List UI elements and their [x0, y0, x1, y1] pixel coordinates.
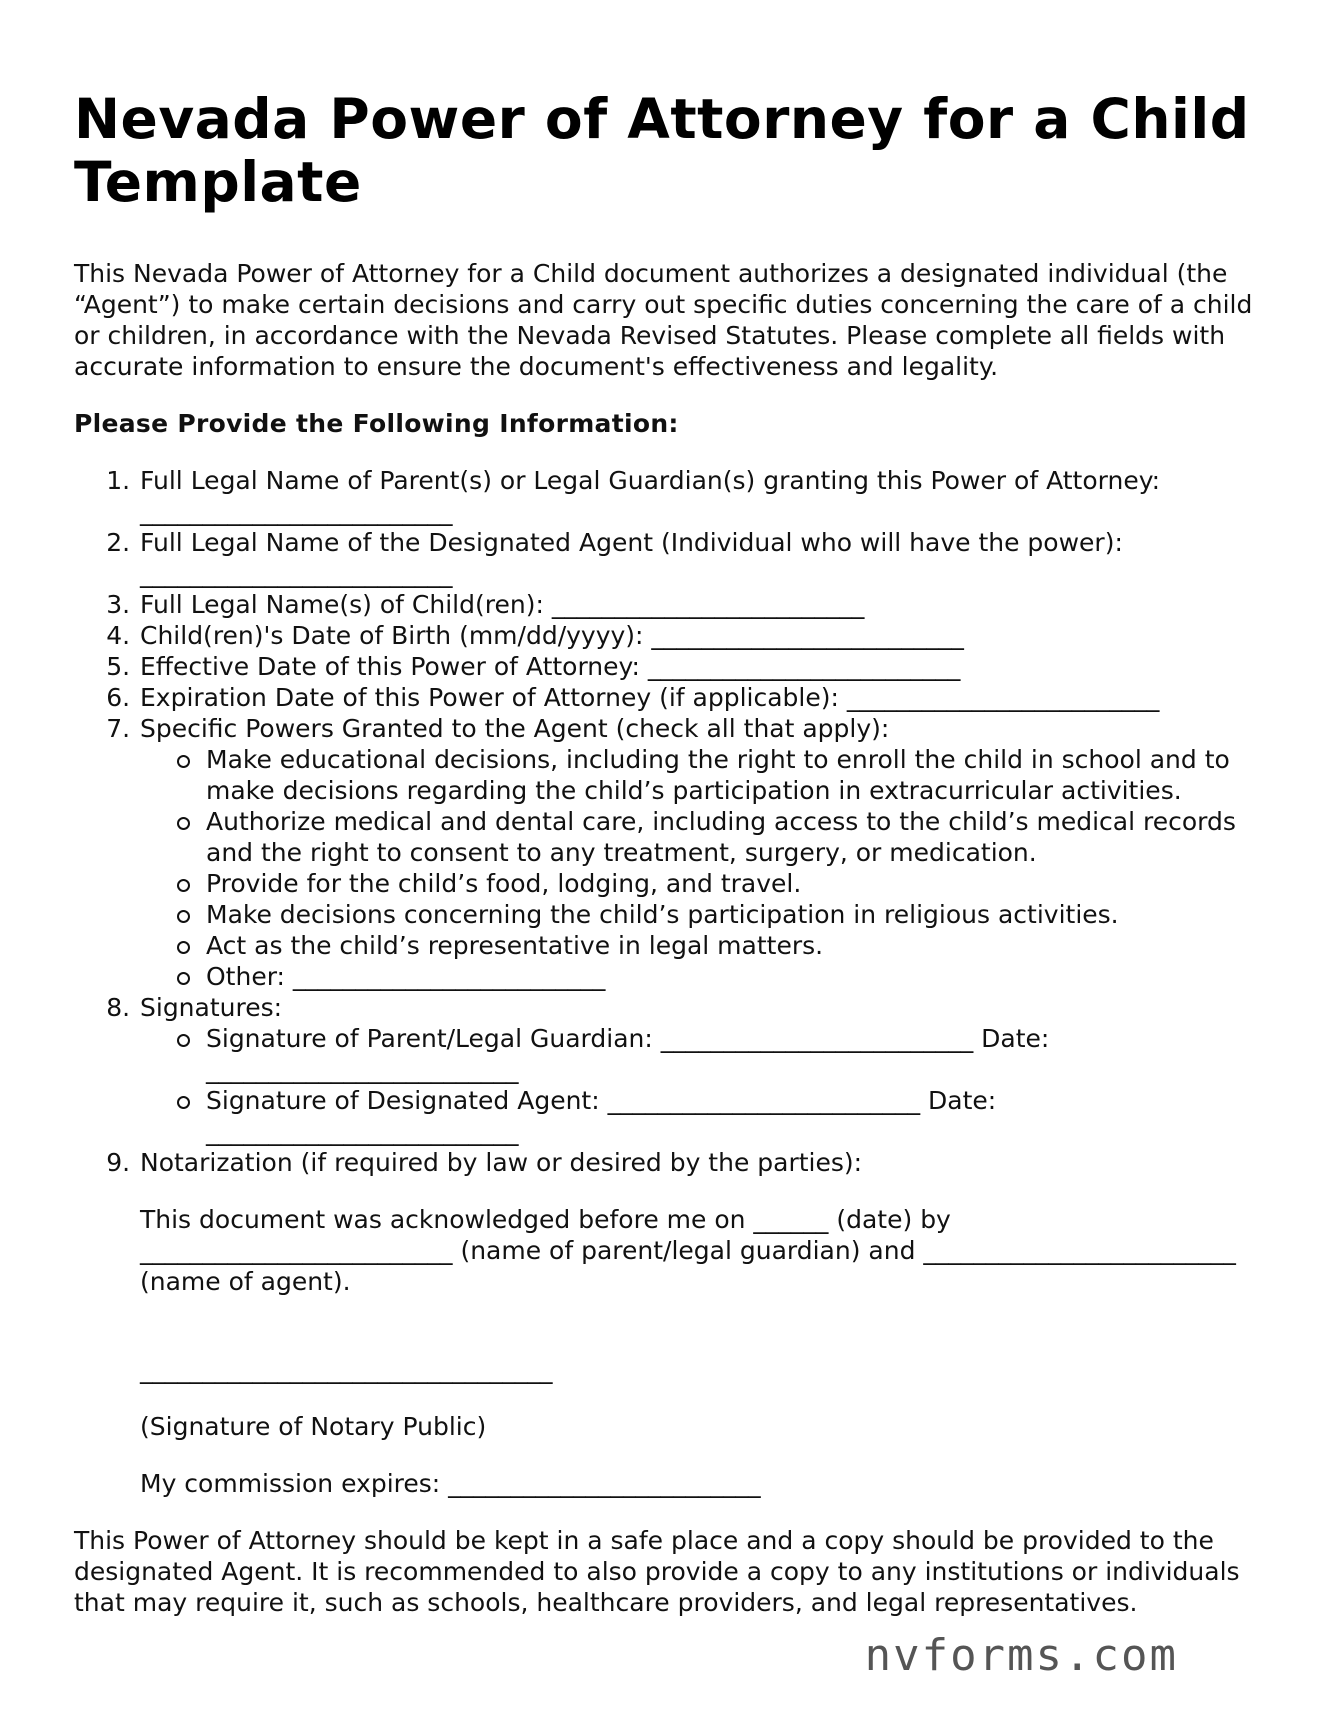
watermark: nvforms.com — [864, 1630, 1178, 1681]
power-religious: Make decisions concerning the child’s participation in religious activities. — [206, 899, 1264, 930]
list-item-specific-powers — [138, 713, 1264, 992]
closing-paragraph: This Power of Attorney should be kept in a safe place and a copy should be provided to the designated Agent. It is recommended to also provide a copy to any institutions or individuals that may require it, such as schools, healthcare providers, and legal representatives. — [74, 1526, 1240, 1617]
powers-list — [140, 744, 1264, 992]
signatures-list — [140, 1023, 1264, 1147]
power-food-lodging: Provide for the child’s food, lodging, and travel. — [206, 868, 1264, 899]
signatures-label: Signatures: — [140, 993, 283, 1022]
list-item-effective-date — [138, 651, 1264, 682]
agent-name-field: Full Legal Name of the Designated Agent (Individual who will have the power): _________________________ — [140, 528, 1123, 588]
document-title: Nevada Power of Attorney for a Child Template — [74, 87, 1250, 214]
notarization-label: Notarization (if required by law or desired by the parties): — [140, 1148, 863, 1177]
notary-signature-caption: (Signature of Notary Public) — [140, 1412, 487, 1441]
power-legal: Act as the child’s representative in legal matters. — [206, 930, 1264, 961]
expiration-date-field: Expiration Date of this Power of Attorney (if applicable): _________________________ — [140, 683, 1160, 712]
signature-agent: Signature of Designated Agent: _________________________ Date: _________________________ — [206, 1085, 1264, 1147]
signature-parent: Signature of Parent/Legal Guardian: _________________________ Date: _________________________ — [206, 1023, 1264, 1085]
notary-signature-line: _________________________________ — [140, 1355, 553, 1384]
list-item-agent-name — [138, 527, 1264, 589]
list-item-child-name — [138, 589, 1264, 620]
effective-date-field: Effective Date of this Power of Attorney: _________________________ — [140, 652, 961, 681]
notary-commission: My commission expires: _________________________ — [140, 1469, 761, 1498]
power-medical: Authorize medical and dental care, including access to the child’s medical records and the right to consent to any treatment, surgery, or medication. — [206, 806, 1264, 868]
list-item-signatures — [138, 992, 1264, 1147]
power-other: Other: _________________________ — [206, 961, 1264, 992]
list-item-notarization — [138, 1147, 1264, 1499]
list-item-child-dob — [138, 620, 1264, 651]
notary-block — [140, 1204, 1264, 1499]
child-name-field: Full Legal Name(s) of Child(ren): _________________________ — [140, 590, 865, 619]
section-heading: Please Provide the Following Information: — [74, 409, 679, 438]
information-list — [74, 465, 1264, 1499]
power-educational: Make educational decisions, including the right to enroll the child in school and to make decisions regarding the child’s participation in extracurricular activities. — [206, 744, 1264, 806]
child-dob-field: Child(ren)'s Date of Birth (mm/dd/yyyy): _________________________ — [140, 621, 964, 650]
specific-powers-label: Specific Powers Granted to the Agent (check all that apply): — [140, 714, 890, 743]
notary-acknowledgment: This document was acknowledged before me on ______ (date) by _________________________ (name of parent/legal guardian) and _________________________ (name of agent). — [140, 1205, 1236, 1296]
list-item-parent-name — [138, 465, 1264, 527]
parent-name-field: Full Legal Name of Parent(s) or Legal Guardian(s) granting this Power of Attorney: _________________________ — [140, 466, 1161, 526]
list-item-expiration-date — [138, 682, 1264, 713]
document-page — [74, 88, 1264, 1618]
intro-paragraph: This Nevada Power of Attorney for a Child document authorizes a designated individual (the “Agent”) to make certain decisions and carry out specific duties concerning the care of a child or children, in accordance with the Nevada Revised Statutes. Please complete all fields with accurate information to ensure the document's effectiveness and legality. — [74, 259, 1253, 381]
